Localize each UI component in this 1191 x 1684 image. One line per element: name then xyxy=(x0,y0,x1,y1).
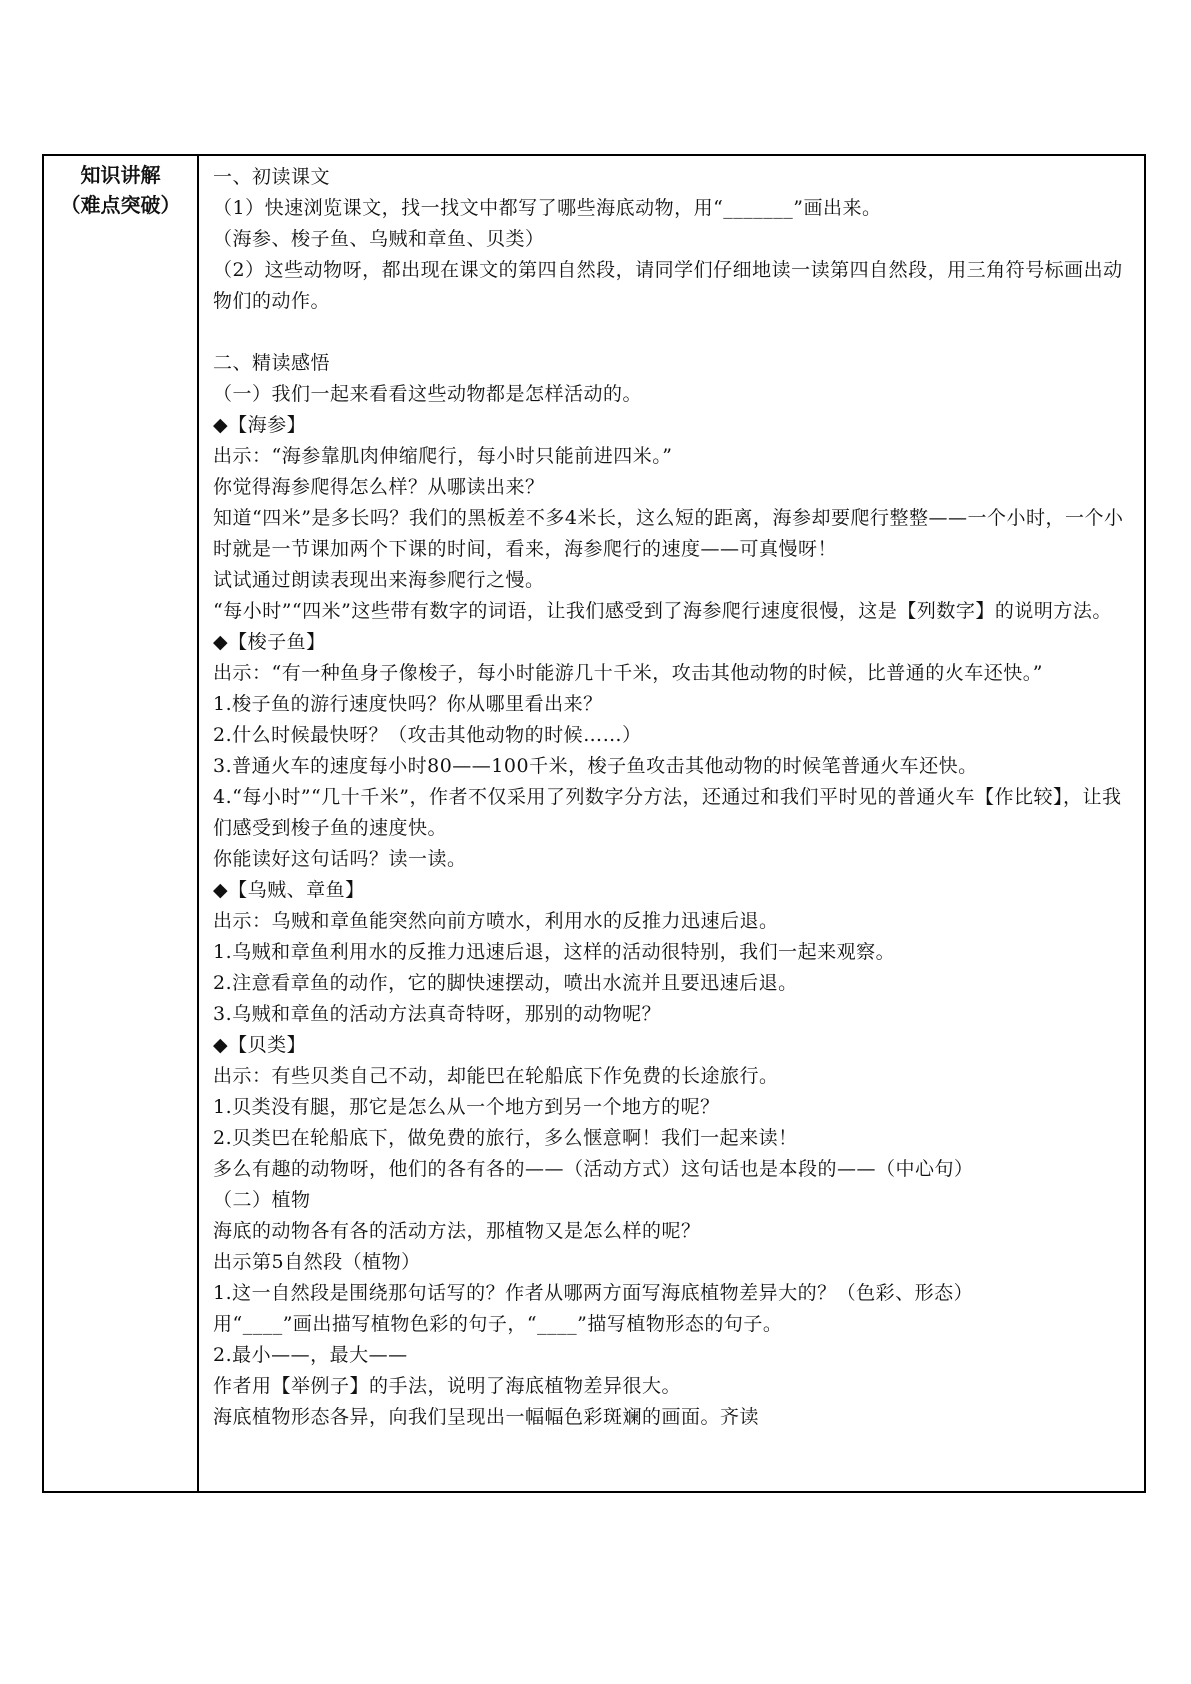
paragraph: （1）快速浏览课文，找一找文中都写了哪些海底动物，用“_______”画出来。 xyxy=(213,197,882,219)
paragraph: 试试通过朗读表现出来海参爬行之慢。 xyxy=(213,569,545,591)
paragraph: （一）我们一起来看看这些动物都是怎样活动的。 xyxy=(213,383,643,405)
paragraph: 2.什么时候最快呀？（攻击其他动物的时候……） xyxy=(213,724,642,746)
paragraph: “每小时”“四米”这些带有数字的词语，让我们感受到了海参爬行速度很慢，这是【列数字】的说明方法。 xyxy=(213,600,1112,622)
paragraph: 出示：“海参靠肌肉伸缩爬行，每小时只能前进四米。” xyxy=(213,445,673,467)
paragraph: 多么有趣的动物呀，他们的各有各的——（活动方式）这句话也是本段的——（中心句） xyxy=(213,1158,974,1180)
paragraph: 3.普通火车的速度每小时80——100千米，梭子鱼攻击其他动物的时候笔普通火车还快。 xyxy=(213,755,978,777)
paragraph: 4.“每小时”“几十千米”，作者不仅采用了列数字分方法，还通过和我们平时见的普通火车【作比较】，让我们感受到梭子鱼的速度快。 xyxy=(213,786,1122,839)
row-label-title: 知识讲解 xyxy=(80,163,161,187)
paragraph: 你能读好这句话吗？读一读。 xyxy=(213,848,467,870)
lesson-table xyxy=(42,154,1146,1493)
paragraph: 3.乌贼和章鱼的活动方法真奇特呀，那别的动物呢？ xyxy=(213,1003,662,1025)
paragraph: 出示第5自然段（植物） xyxy=(213,1251,421,1273)
paragraph: （2）这些动物呀，都出现在课文的第四自然段，请同学们仔细地读一读第四自然段，用三角符号标画出动物们的动作。 xyxy=(213,259,1123,312)
paragraph: 1.贝类没有腿，那它是怎么从一个地方到另一个地方的呢？ xyxy=(213,1096,720,1118)
section-heading: 一、初读课文 xyxy=(213,166,331,188)
paragraph: 出示：有些贝类自己不动，却能巴在轮船底下作免费的长途旅行。 xyxy=(213,1065,779,1087)
subheading: ◆【乌贼、章鱼】 xyxy=(213,879,365,901)
row-label-subtitle: （难点突破） xyxy=(60,193,181,217)
paragraph: （海参、梭子鱼、乌贼和章鱼、贝类） xyxy=(213,228,545,250)
paragraph: 作者用【举例子】的手法，说明了海底植物差异很大。 xyxy=(213,1375,682,1397)
paragraph: 海底植物形态各异，向我们呈现出一幅幅色彩斑斓的画面。齐读 xyxy=(213,1406,760,1428)
content-cell xyxy=(199,156,1144,1491)
paragraph: 1.这一自然段是围绕那句话写的？作者从哪两方面写海底植物差异大的？（色彩、形态） xyxy=(213,1282,974,1304)
paragraph: 2.注意看章鱼的动作，它的脚快速摆动，喷出水流并且要迅速后退。 xyxy=(213,972,798,994)
spacer xyxy=(213,317,1134,348)
paragraph: 2.最小——，最大—— xyxy=(213,1344,408,1366)
paragraph: 出示：乌贼和章鱼能突然向前方喷水，利用水的反推力迅速后退。 xyxy=(213,910,779,932)
paragraph: 出示：“有一种鱼身子像梭子，每小时能游几十千米，攻击其他动物的时候，比普通的火车还快。” xyxy=(213,662,1043,684)
subheading: （二）植物 xyxy=(213,1189,311,1211)
paragraph: 用“____”画出描写植物色彩的句子，“____”描写植物形态的句子。 xyxy=(213,1313,783,1335)
paragraph: 海底的动物各有各的活动方法，那植物又是怎么样的呢？ xyxy=(213,1220,701,1242)
subheading: ◆【贝类】 xyxy=(213,1034,307,1056)
paragraph: 你觉得海参爬得怎么样？从哪读出来？ xyxy=(213,476,545,498)
paragraph: 2.贝类巴在轮船底下，做免费的旅行，多么惬意啊！我们一起来读！ xyxy=(213,1127,798,1149)
row-label-cell xyxy=(44,156,199,1491)
subheading: ◆【梭子鱼】 xyxy=(213,631,326,653)
subheading: ◆【海参】 xyxy=(213,414,307,436)
section-heading: 二、精读感悟 xyxy=(213,352,331,374)
paragraph: 知道“四米”是多长吗？我们的黑板差不多4米长，这么短的距离，海参却要爬行整整——一个小时，一个小时就是一节课加两个下课的时间，看来，海参爬行的速度——可真慢呀！ xyxy=(213,507,1124,560)
paragraph: 1.梭子鱼的游行速度快吗？你从哪里看出来？ xyxy=(213,693,603,715)
paragraph: 1.乌贼和章鱼利用水的反推力迅速后退，这样的活动很特别，我们一起来观察。 xyxy=(213,941,896,963)
